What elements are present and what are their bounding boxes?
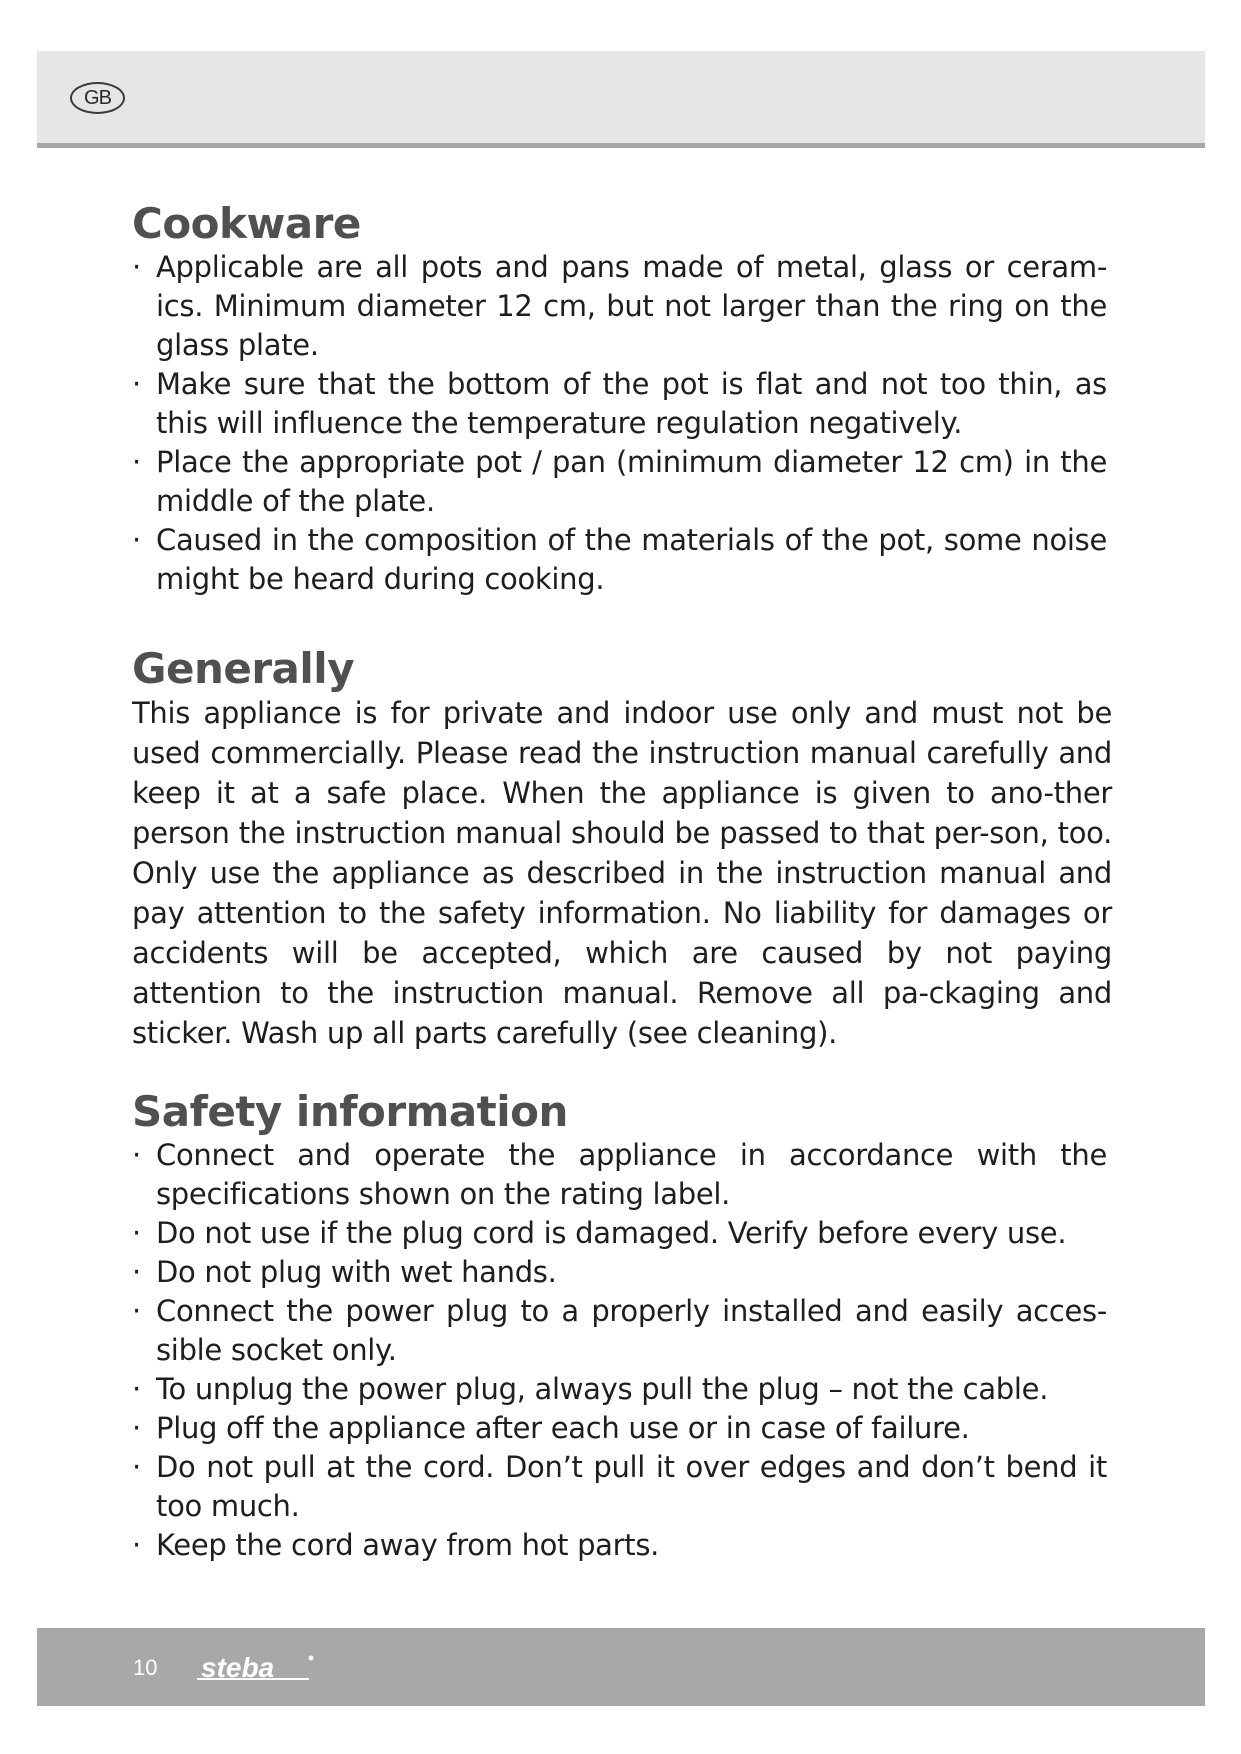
list-item: · Caused in the composition of the materials of the pot, some noise might be heard during cooking. [132,523,1107,596]
list-item: · Do not pull at the cord. Don’t pull it over edges and don’t bend it too much. [132,1450,1107,1523]
list-item: · Connect the power plug to a properly installed and easily acces-sible socket only. [132,1294,1107,1367]
list-item: · Place the appropriate pot / pan (minimum diameter 12 cm) in the middle of the plate. [132,445,1107,518]
footer-band [37,1628,1205,1706]
steba-logo-icon [197,1650,317,1686]
section-cookware [132,200,1107,599]
bullet-icon: · [132,523,141,557]
list-item: · Plug off the appliance after each use or in case of failure. [132,1409,1107,1448]
list-item: · Make sure that the bottom of the pot is flat and not too thin, as this will influence the temperature regulation negatively. [132,367,1107,440]
list-item: · Do not plug with wet hands. [132,1253,1107,1292]
bullet-icon: · [132,1255,141,1289]
bullet-icon: · [132,250,141,284]
bullet-icon: · [132,1528,141,1562]
list-item: · Applicable are all pots and pans made of metal, glass or ceram-ics. Minimum diameter 12 cm, but not larger than the ring on the glass plate. [132,250,1107,362]
language-badge: GB [70,82,125,114]
bullet-icon: · [132,1138,141,1172]
bullet-icon: · [132,1450,141,1484]
list-item: · Keep the cord away from hot parts. [132,1526,1107,1565]
generally-paragraph: This appliance is for private and indoor use only and must not be used commercially. Please read the instruction manual carefully and keep it at a safe place. When the appliance is given to ano-ther person the instruction manual should be passed to that per-son, too. Only use the appliance as described in the instruction manual and pay attention to the safety information. No liability for damages or accidents will be accepted, which are caused by not paying attention to the instruction manual. Remove all pa-ckaging and sticker. Wash up all parts carefully (see cleaning). [132,696,1112,1050]
header-band [37,51,1205,148]
bullet-icon: · [132,445,141,479]
bullet-icon: · [132,1294,141,1328]
bullet-icon: · [132,1372,141,1406]
page-number: 10 [133,1655,158,1680]
cookware-list [132,248,1107,599]
list-item: · To unplug the power plug, always pull the plug – not the cable. [132,1370,1107,1409]
section-title-generally: Generally [132,644,355,693]
list-item: · Do not use if the plug cord is damaged. Verify before every use. [132,1214,1107,1253]
bullet-icon: · [132,1216,141,1250]
section-title-cookware: Cookware [132,199,361,248]
section-title-safety: Safety information [132,1087,568,1136]
safety-list [132,1136,1107,1565]
section-safety [132,1088,1107,1565]
bullet-icon: · [132,367,141,401]
list-item: · Connect and operate the appliance in accordance with the specifications shown on the rating label. [132,1138,1107,1211]
bullet-icon: · [132,1411,141,1445]
svg-text:steba: steba [201,1652,275,1683]
section-generally [132,645,1112,1053]
